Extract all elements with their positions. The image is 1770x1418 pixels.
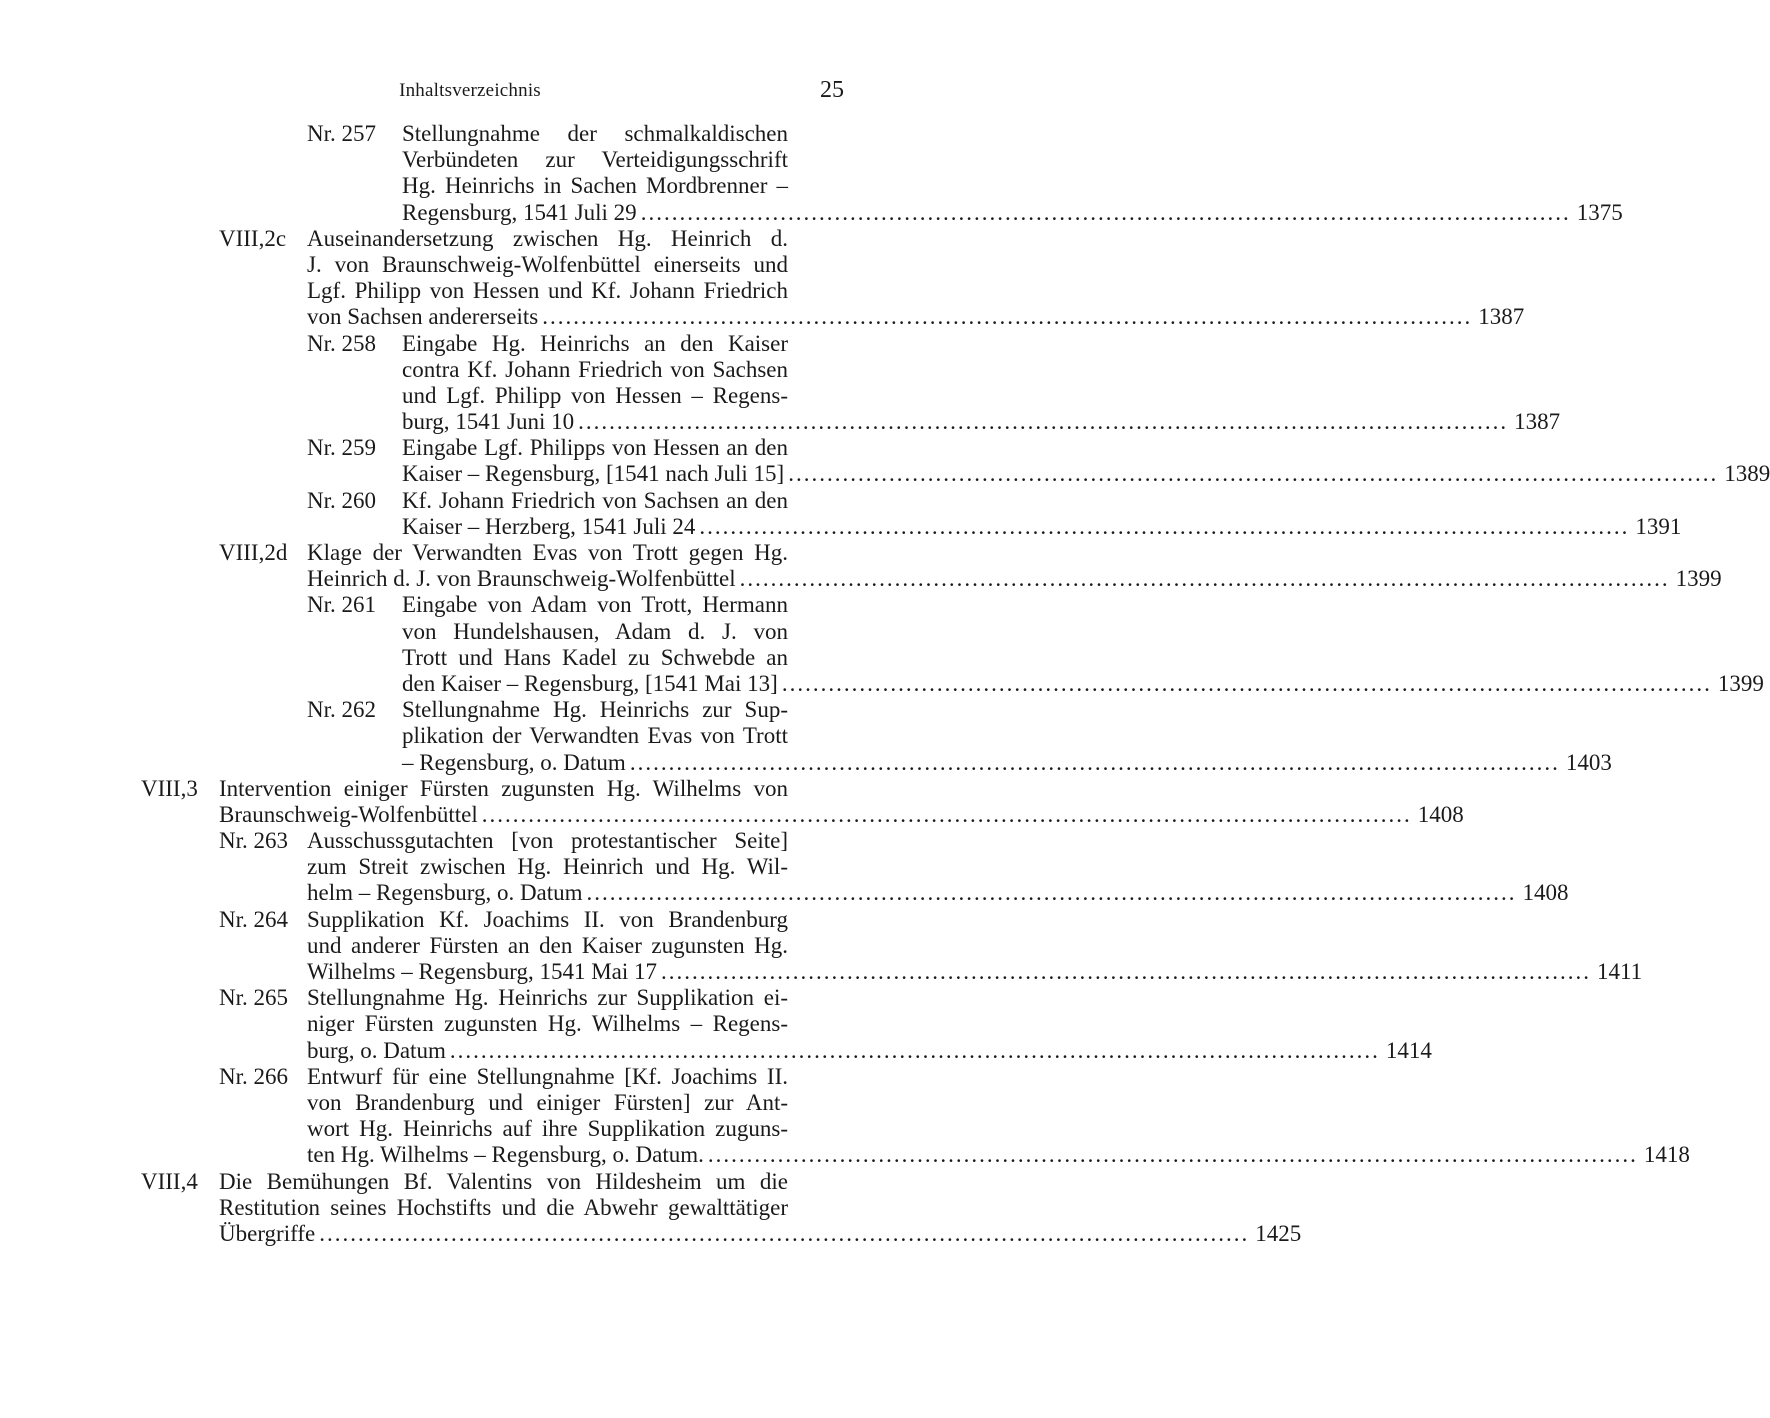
dot-leader: ........................................................................................................................ [578, 409, 1509, 435]
dot-leader: ........................................................................................................................ [707, 1142, 1638, 1168]
running-header-title: Inhaltsverzeichnis [399, 80, 541, 101]
toc-entry-text-line: helm – Regensburg, o. Datum [307, 880, 583, 906]
table-of-contents [0, 121, 1770, 1247]
toc-entry-text-line: – Regensburg, o. Datum [402, 749, 626, 775]
toc-entry-text-line: Lgf. Philipp von Hessen und Kf. Johann Friedrich [307, 278, 788, 304]
toc-entry-text-line: Übergriffe [219, 1220, 316, 1246]
toc-entry-label: Nr. 260 [307, 487, 376, 513]
toc-entry-text-line: wort Hg. Heinrichs auf ihre Supplikation zuguns- [307, 1116, 788, 1142]
toc-entry-text-line: von Brandenburg und einiger Fürsten] zur Ant- [307, 1089, 788, 1115]
dot-leader: ........................................................................................................................ [661, 959, 1592, 984]
toc-entry-text-line: den Kaiser – Regensburg, [1541 Mai 13] [402, 670, 778, 696]
dot-leader: ........................................................................................................................ [781, 670, 1712, 696]
toc-entry-page: 1411 [1597, 959, 1643, 984]
toc-entry-page: 1408 [1417, 801, 1464, 827]
toc-entry-text-line: Regensburg, 1541 Juli 29 [402, 199, 637, 225]
toc-entry [0, 487, 1682, 540]
toc-entry-text-line: J. von Braunschweig-Wolfenbüttel einerseits und [307, 251, 788, 277]
toc-entry-text-line: Stellungnahme der schmalkaldischen [402, 121, 788, 146]
toc-entry-label: VIII,2c [219, 225, 287, 251]
toc-entry [0, 121, 1623, 226]
toc-entry-text-line: Braunschweig-Wolfenbüttel [219, 801, 478, 827]
toc-entry-text-line: Stellungnahme Hg. Heinrichs zur Sup- [402, 697, 788, 723]
dot-leader: ........................................................................................................................ [640, 199, 1571, 225]
toc-entry [0, 330, 1561, 436]
dot-leader: ........................................................................................................................ [788, 461, 1719, 487]
toc-entry-page: 1399 [1675, 566, 1722, 592]
page-number: 25 [820, 77, 844, 103]
toc-entry-label: Nr. 259 [307, 435, 376, 461]
dot-leader: ........................................................................................................................ [542, 304, 1473, 330]
toc-entry-page: 1403 [1565, 749, 1612, 775]
toc-entry-text-line: Trott und Hans Kadel zu Schwebde an [402, 644, 788, 670]
toc-entry-label: Nr. 258 [307, 330, 376, 356]
toc-entry-label: Nr. 262 [307, 697, 376, 723]
toc-entry-text-line: und Lgf. Philipp von Hessen – Regens- [402, 382, 788, 408]
toc-entry-text-line: Ausschussgutachten [von protestantischer Seite] [307, 828, 788, 854]
toc-entry-label: VIII,4 [141, 1168, 198, 1194]
dot-leader: ........................................................................................................................ [739, 566, 1670, 592]
toc-entry-label: Nr. 266 [219, 1063, 288, 1089]
toc-entry-text-line: Supplikation Kf. Joachims II. von Brandenburg [307, 906, 788, 932]
toc-entry-text-line: Kf. Johann Friedrich von Sachsen an den [402, 487, 788, 513]
toc-entry-label: Nr. 264 [219, 906, 288, 932]
toc-entry-page: 1399 [1717, 670, 1764, 696]
toc-entry-text-line: burg, o. Datum [307, 1037, 446, 1063]
toc-entry-text-line: Kaiser – Regensburg, [1541 nach Juli 15] [402, 461, 785, 487]
toc-entry-page: 1375 [1576, 199, 1623, 225]
toc-entry [0, 435, 1770, 487]
toc-entry-text-line: Entwurf für eine Stellungnahme [Kf. Joachims II. [307, 1063, 788, 1089]
toc-entry-page: 1387 [1514, 409, 1561, 435]
toc-entry-label: Nr. 261 [307, 592, 376, 618]
toc-entry-text-line: Wilhelms – Regensburg, 1541 Mai 17 [307, 959, 658, 984]
toc-entry-text-line: Verbündeten zur Verteidigungsschrift [402, 147, 788, 173]
toc-entry-page: 1391 [1635, 513, 1682, 539]
dot-leader: ........................................................................................................................ [481, 801, 1412, 827]
toc-entry [0, 828, 1569, 907]
toc-entry-text-line: und anderer Fürsten an den Kaiser zugunsten Hg. [307, 932, 788, 958]
toc-entry-text-line: burg, 1541 Juni 10 [402, 409, 575, 435]
toc-entry [0, 1168, 1302, 1248]
toc-entry-text-line: zum Streit zwischen Hg. Heinrich und Hg. Wil- [307, 854, 788, 880]
toc-entry [0, 225, 1525, 331]
toc-entry-label: Nr. 265 [219, 985, 288, 1011]
toc-entry-text-line: Eingabe Hg. Heinrichs an den Kaiser [402, 330, 788, 356]
toc-entry-text-line: contra Kf. Johann Friedrich von Sachsen [402, 356, 788, 382]
toc-entry [0, 540, 1722, 592]
dot-leader: ........................................................................................................................ [449, 1037, 1380, 1063]
toc-entry-text-line: plikation der Verwandten Evas von Trott [402, 723, 788, 749]
toc-entry [0, 775, 1464, 828]
toc-entry-text-line: Eingabe von Adam von Trott, Hermann [402, 592, 788, 618]
toc-entry-text-line: ten Hg. Wilhelms – Regensburg, o. Datum. [307, 1142, 704, 1168]
toc-entry-text-line: Klage der Verwandten Evas von Trott gegen Hg. [307, 540, 788, 565]
toc-entry-text-line: Kaiser – Herzberg, 1541 Juli 24 [402, 513, 696, 539]
dot-leader: ........................................................................................................................ [699, 513, 1630, 539]
toc-entry-text-line: Hg. Heinrichs in Sachen Mordbrenner – [402, 173, 788, 199]
dot-leader: ........................................................................................................................ [586, 880, 1517, 906]
toc-entry-text-line: Restitution seines Hochstifts und die Abwehr gewalttätiger [219, 1194, 788, 1220]
toc-entry-text-line: Eingabe Lgf. Philipps von Hessen an den [402, 435, 788, 461]
toc-entry-text-line: Intervention einiger Fürsten zugunsten Hg. Wilhelms von [219, 775, 788, 801]
toc-entry-page: 1387 [1478, 304, 1525, 330]
toc-entry-page: 1425 [1255, 1220, 1302, 1246]
dot-leader: ........................................................................................................................ [629, 749, 1560, 775]
toc-entry [0, 985, 1432, 1064]
toc-entry-text-line: von Hundelshausen, Adam d. J. von [402, 618, 788, 644]
dot-leader: ........................................................................................................................ [319, 1220, 1250, 1246]
toc-entry-text-line: Stellungnahme Hg. Heinrichs zur Supplikation ei- [307, 985, 788, 1011]
toc-entry [0, 1063, 1690, 1169]
toc-entry-text-line: Auseinandersetzung zwischen Hg. Heinrich d. [307, 225, 788, 251]
toc-entry-page: 1408 [1522, 880, 1569, 906]
toc-entry-label: Nr. 263 [219, 828, 288, 854]
toc-entry-text-line: niger Fürsten zugunsten Hg. Wilhelms – Regens- [307, 1011, 788, 1037]
toc-entry [0, 592, 1764, 697]
toc-entry-text-line: Die Bemühungen Bf. Valentins von Hildesheim um die [219, 1168, 788, 1194]
toc-entry [0, 697, 1612, 776]
toc-entry-page: 1389 [1724, 461, 1770, 487]
toc-entry-page: 1418 [1643, 1142, 1690, 1168]
toc-entry-text-line: Heinrich d. J. von Braunschweig-Wolfenbüttel [307, 566, 736, 592]
toc-entry [0, 906, 1643, 986]
toc-entry-label: VIII,3 [141, 775, 198, 801]
toc-entry-text-line: von Sachsen andererseits [307, 304, 539, 330]
toc-entry-label: VIII,2d [219, 540, 288, 565]
toc-entry-page: 1414 [1385, 1037, 1432, 1063]
toc-entry-label: Nr. 257 [307, 121, 376, 146]
